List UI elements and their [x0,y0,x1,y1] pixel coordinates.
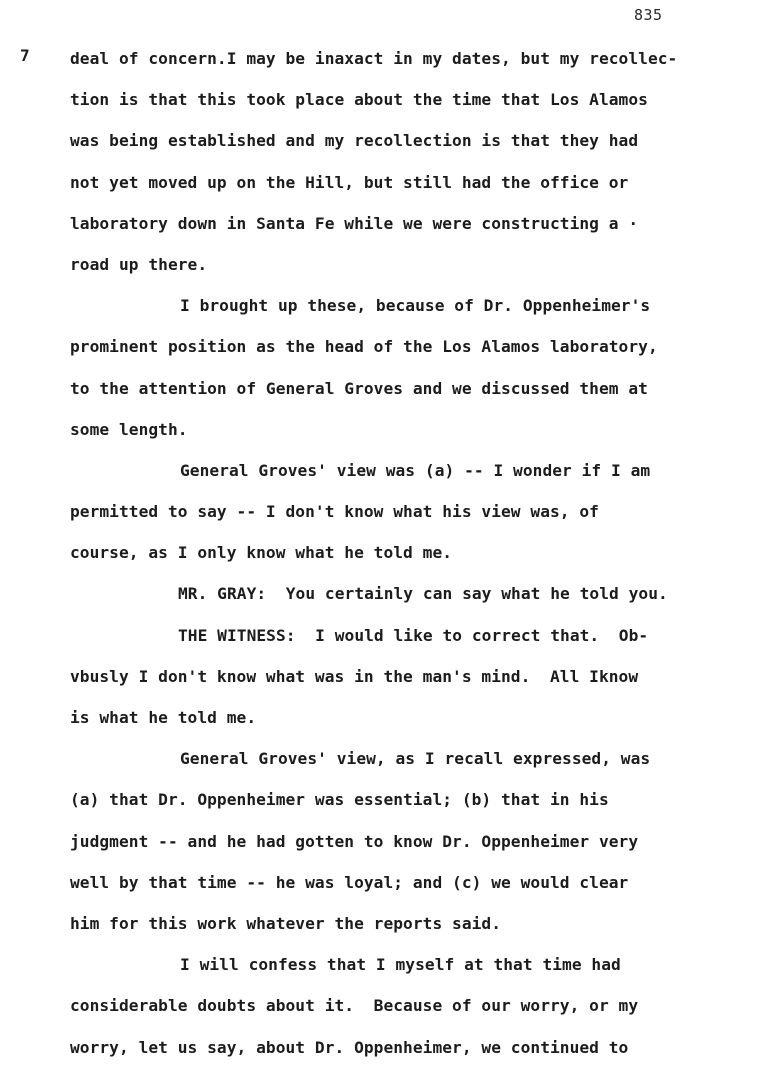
text-line: vbusly I don't know what was in the man's mind. All Iknow [70,666,639,686]
text-line: is what he told me. [70,708,257,727]
text-line: worry, let us say, about Dr. Oppenheimer, we continued to [70,1037,629,1057]
text-line: was being established and my recollection is that they had [70,131,639,151]
text-line: tion is that this took place about the time that Los Alamos [70,90,648,110]
text-line: to the attention of General Groves and we discussed them at [70,378,648,398]
paragraph-start-line: General Groves' view, as I recall expressed, was [180,749,651,769]
text-line: laboratory down in Santa Fe while we were constructing a · [70,213,639,233]
text-line: him for this work whatever the reports said. [70,913,502,933]
text-line: some length. [70,419,188,439]
text-line: considerable doubts about it. Because of our worry, or my [70,996,639,1016]
text-line: judgment -- and he had gotten to know Dr. Oppenheimer very [70,831,639,851]
paragraph-start-line: I will confess that I myself at that time had [180,955,621,975]
text-line: well by that time -- he was loyal; and (c) we would clear [70,872,629,892]
text-line: prominent position as the head of the Los Alamos laboratory, [70,337,658,357]
text-line: road up there. [70,254,208,274]
text-line: permitted to say -- I don't know what his view was, of [70,502,599,522]
transcript-body [70,38,760,1068]
text-line: not yet moved up on the Hill, but still had the office or [70,172,629,192]
speaker-line-the-witness: THE WITNESS: I would like to correct that. Ob- [178,625,649,645]
text-line: course, as I only know what he told me. [70,543,453,563]
paragraph-start-line: I brought up these, because of Dr. Oppenheimer's [180,296,651,316]
page-number: 835 [634,6,663,24]
paragraph-start-line: General Groves' view was (a) -- I wonder if I am [180,460,651,480]
margin-line-number: 7 [20,46,30,65]
text-line: deal of concern.I may be inaxact in my dates, but my recollec- [70,49,678,68]
text-line: (a) that Dr. Oppenheimer was essential; (b) that in his [70,790,609,810]
speaker-line-mr-gray: MR. GRAY: You certainly can say what he told you. [178,584,668,604]
